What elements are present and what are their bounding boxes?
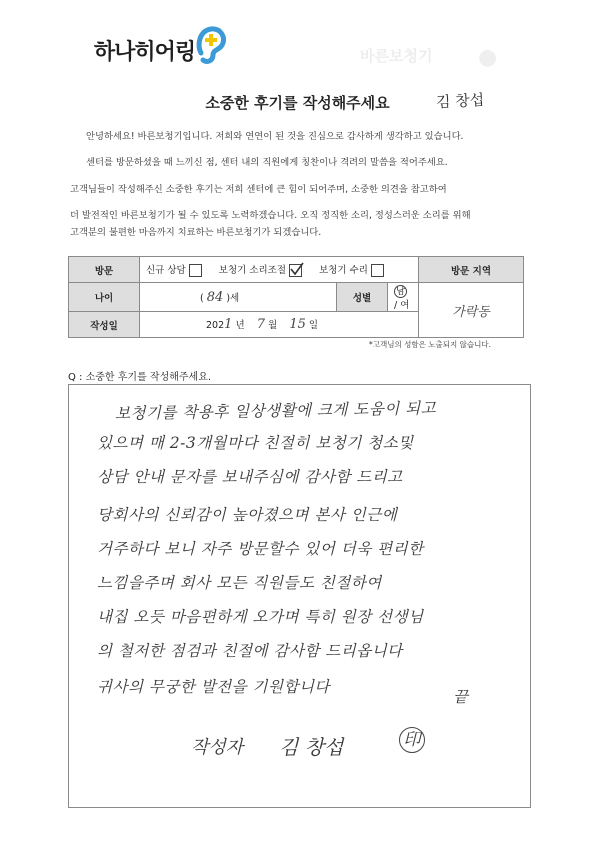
gender-label: 성별 [337, 283, 388, 312]
logo-text: 하나히어링 [93, 39, 196, 65]
option-new-consult-checkbox[interactable] [189, 264, 202, 277]
author-name: 김 창섭 [279, 735, 344, 759]
age-value: 84 [206, 289, 224, 305]
visitor-info-table [68, 256, 524, 338]
date-year-unit: 년 [235, 320, 245, 331]
intro-line: 더 발전적인 바른보청기가 될 수 있도록 노력하겠습니다. 오직 정직한 소리, 정성스러운 소리를 위해 [70, 210, 471, 221]
option-repair-checkbox[interactable] [371, 264, 384, 277]
gender-female: 여 [400, 300, 410, 311]
age-open: ( [200, 292, 204, 304]
date-day: 15 [289, 317, 306, 332]
intro-line: 센터를 방문하셨을 때 느끼신 점, 센터 내의 직원에게 칭찬이나 격려의 말씀을 적어주세요. [86, 157, 448, 168]
region-field[interactable] [419, 283, 524, 338]
date-field[interactable] [140, 312, 419, 338]
review-line: 의 철저한 점검과 친절에 감사함 드리옵니다 [97, 642, 403, 660]
company-logo [75, 10, 240, 90]
visit-options [140, 257, 419, 283]
date-label: 작성일 [69, 312, 140, 338]
option-sound-adjust-checkbox[interactable] [289, 264, 302, 277]
date-year-digit: 1 [224, 317, 233, 332]
date-month: 7 [256, 317, 266, 332]
watermark-icon: ● [478, 45, 498, 70]
review-line: 느낌을주며 회사 모든 직원들도 친절하여 [97, 574, 382, 592]
signature-stamp: 印 [399, 727, 425, 753]
ear-plus-logo-icon [193, 23, 229, 67]
visit-label: 방문 [69, 257, 140, 283]
review-line: 상담 안내 문자를 보내주심에 감사함 드리고 [97, 468, 403, 486]
page-title: 소중한 후기를 작성해주세요 [205, 94, 390, 112]
option-sound-adjust-label: 보청기 소리조절 [218, 265, 287, 276]
region-value: 가락동 [452, 304, 490, 320]
intro-line: 안녕하세요! 바른보청기입니다. 저희와 연연이 된 것을 진심으로 감사하게 생각하고 있습니다. [86, 131, 464, 142]
review-answer-box[interactable] [68, 384, 531, 808]
gender-separator: / [394, 300, 398, 311]
age-close: )세 [226, 292, 240, 304]
review-line: 내집 오듯 마음편하게 오가며 특히 원장 선생님 [97, 608, 424, 626]
gender-male: 남 [396, 286, 406, 297]
review-line: 보청기를 착용후 일상생활에 크게 도움이 되고 [114, 399, 437, 423]
date-month-unit: 월 [268, 320, 278, 331]
date-day-unit: 일 [308, 320, 319, 331]
option-repair-label: 보청기 수리 [319, 265, 368, 276]
option-new-consult-label: 신규 상담 [146, 265, 186, 276]
age-label: 나이 [69, 283, 140, 312]
intro-line: 고객님들이 작성해주신 소중한 후기는 저희 센터에 큰 힘이 되어주며, 소중한 의견을 참고하여 [70, 184, 447, 195]
review-line: 있으며 매 2-3개월마다 친절히 보청기 청소및 [97, 434, 414, 452]
date-year-prefix: 202 [206, 320, 225, 331]
privacy-note: *고객님의 성함은 노출되지 않습니다. [369, 340, 491, 349]
handwritten-name: 김 창섭 [435, 90, 485, 112]
author-label: 작성자 [191, 737, 244, 758]
review-line: 거주하다 보니 자주 방문할수 있어 더욱 편리한 [97, 540, 424, 558]
gender-field[interactable] [388, 283, 419, 312]
check-icon [289, 261, 305, 277]
review-end-mark: 끝 [453, 688, 469, 706]
intro-line: 고객분의 불편한 마음까지 치료하는 바른보청기가 되겠습니다. [70, 227, 322, 238]
age-field[interactable] [140, 283, 337, 312]
review-line: 귀사의 무궁한 발전을 기원합니다 [97, 678, 330, 696]
watermark-text: 바른보청기 [360, 47, 433, 65]
review-line: 당회사의 신뢰감이 높아졌으며 본사 인근에 [97, 506, 398, 524]
region-label: 방문 지역 [419, 257, 524, 283]
question-label: Q : 소중한 후기를 작성해주세요. [68, 372, 212, 383]
